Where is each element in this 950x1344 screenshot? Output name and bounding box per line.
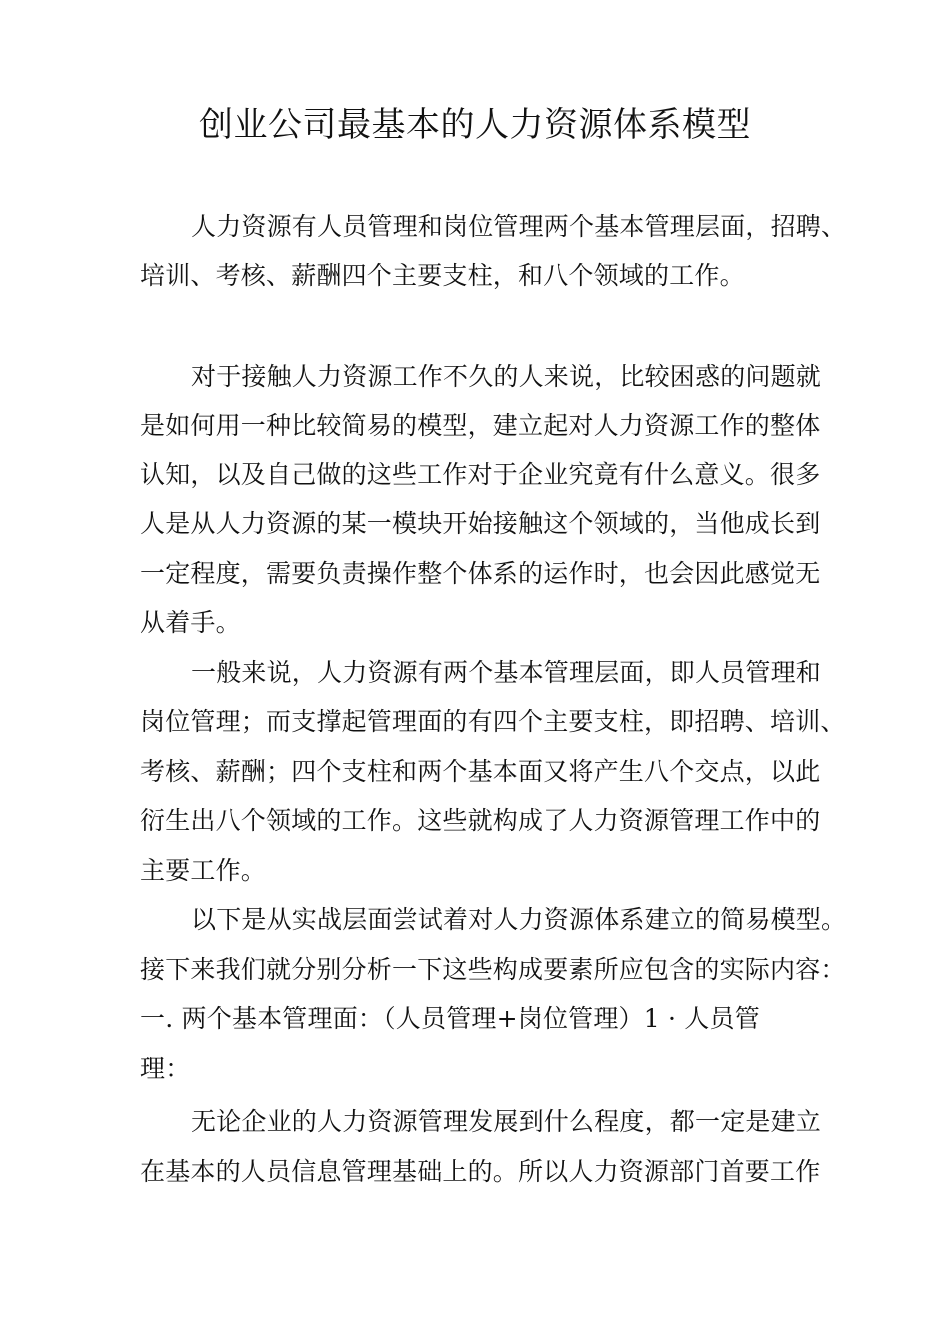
page-title: 创业公司最基本的人力资源体系模型 [199,105,751,145]
paragraph-line: 培训、考核、薪酬四个主要支柱，和八个领域的工作。 [140,261,745,290]
paragraph-line: 接下来我们就分别分析一下这些构成要素所应包含的实际内容： [140,955,846,984]
paragraph-line: 一定程度，需要负责操作整个体系的运作时，也会因此感觉无 [140,559,821,588]
paragraph-line: 人力资源有人员管理和岗位管理两个基本管理层面，招聘、 [191,212,847,241]
section-heading-line: 一. 两个基本管理面：（人员管理+岗位管理）1 · 人员管 [140,1004,760,1033]
paragraph-line: 在基本的人员信息管理基础上的。所以人力资源部门首要工作 [140,1157,821,1186]
paragraph-line: 考核、薪酬；四个支柱和两个基本面又将产生八个交点，以此 [140,757,821,786]
paragraph-line: 从着手。 [140,608,241,637]
paragraph-line: 理： [140,1054,191,1083]
paragraph-line: 岗位管理；而支撑起管理面的有四个主要支柱，即招聘、培训、 [140,707,846,736]
paragraph-line: 认知，以及自己做的这些工作对于企业究竟有什么意义。很多 [140,460,821,489]
paragraph-line: 无论企业的人力资源管理发展到什么程度，都一定是建立 [191,1107,822,1136]
paragraph-line: 是如何用一种比较简易的模型，建立起对人力资源工作的整体 [140,411,821,440]
paragraph-line: 对于接触人力资源工作不久的人来说，比较困惑的问题就 [191,362,822,391]
paragraph-line: 主要工作。 [140,856,267,885]
paragraph-line: 衍生出八个领域的工作。这些就构成了人力资源管理工作中的 [140,806,821,835]
paragraph-line: 一般来说，人力资源有两个基本管理层面，即人员管理和 [191,658,822,687]
paragraph-line: 以下是从实战层面尝试着对人力资源体系建立的简易模型。 [191,905,847,934]
paragraph-line: 人是从人力资源的某一模块开始接触这个领域的，当他成长到 [140,509,821,538]
